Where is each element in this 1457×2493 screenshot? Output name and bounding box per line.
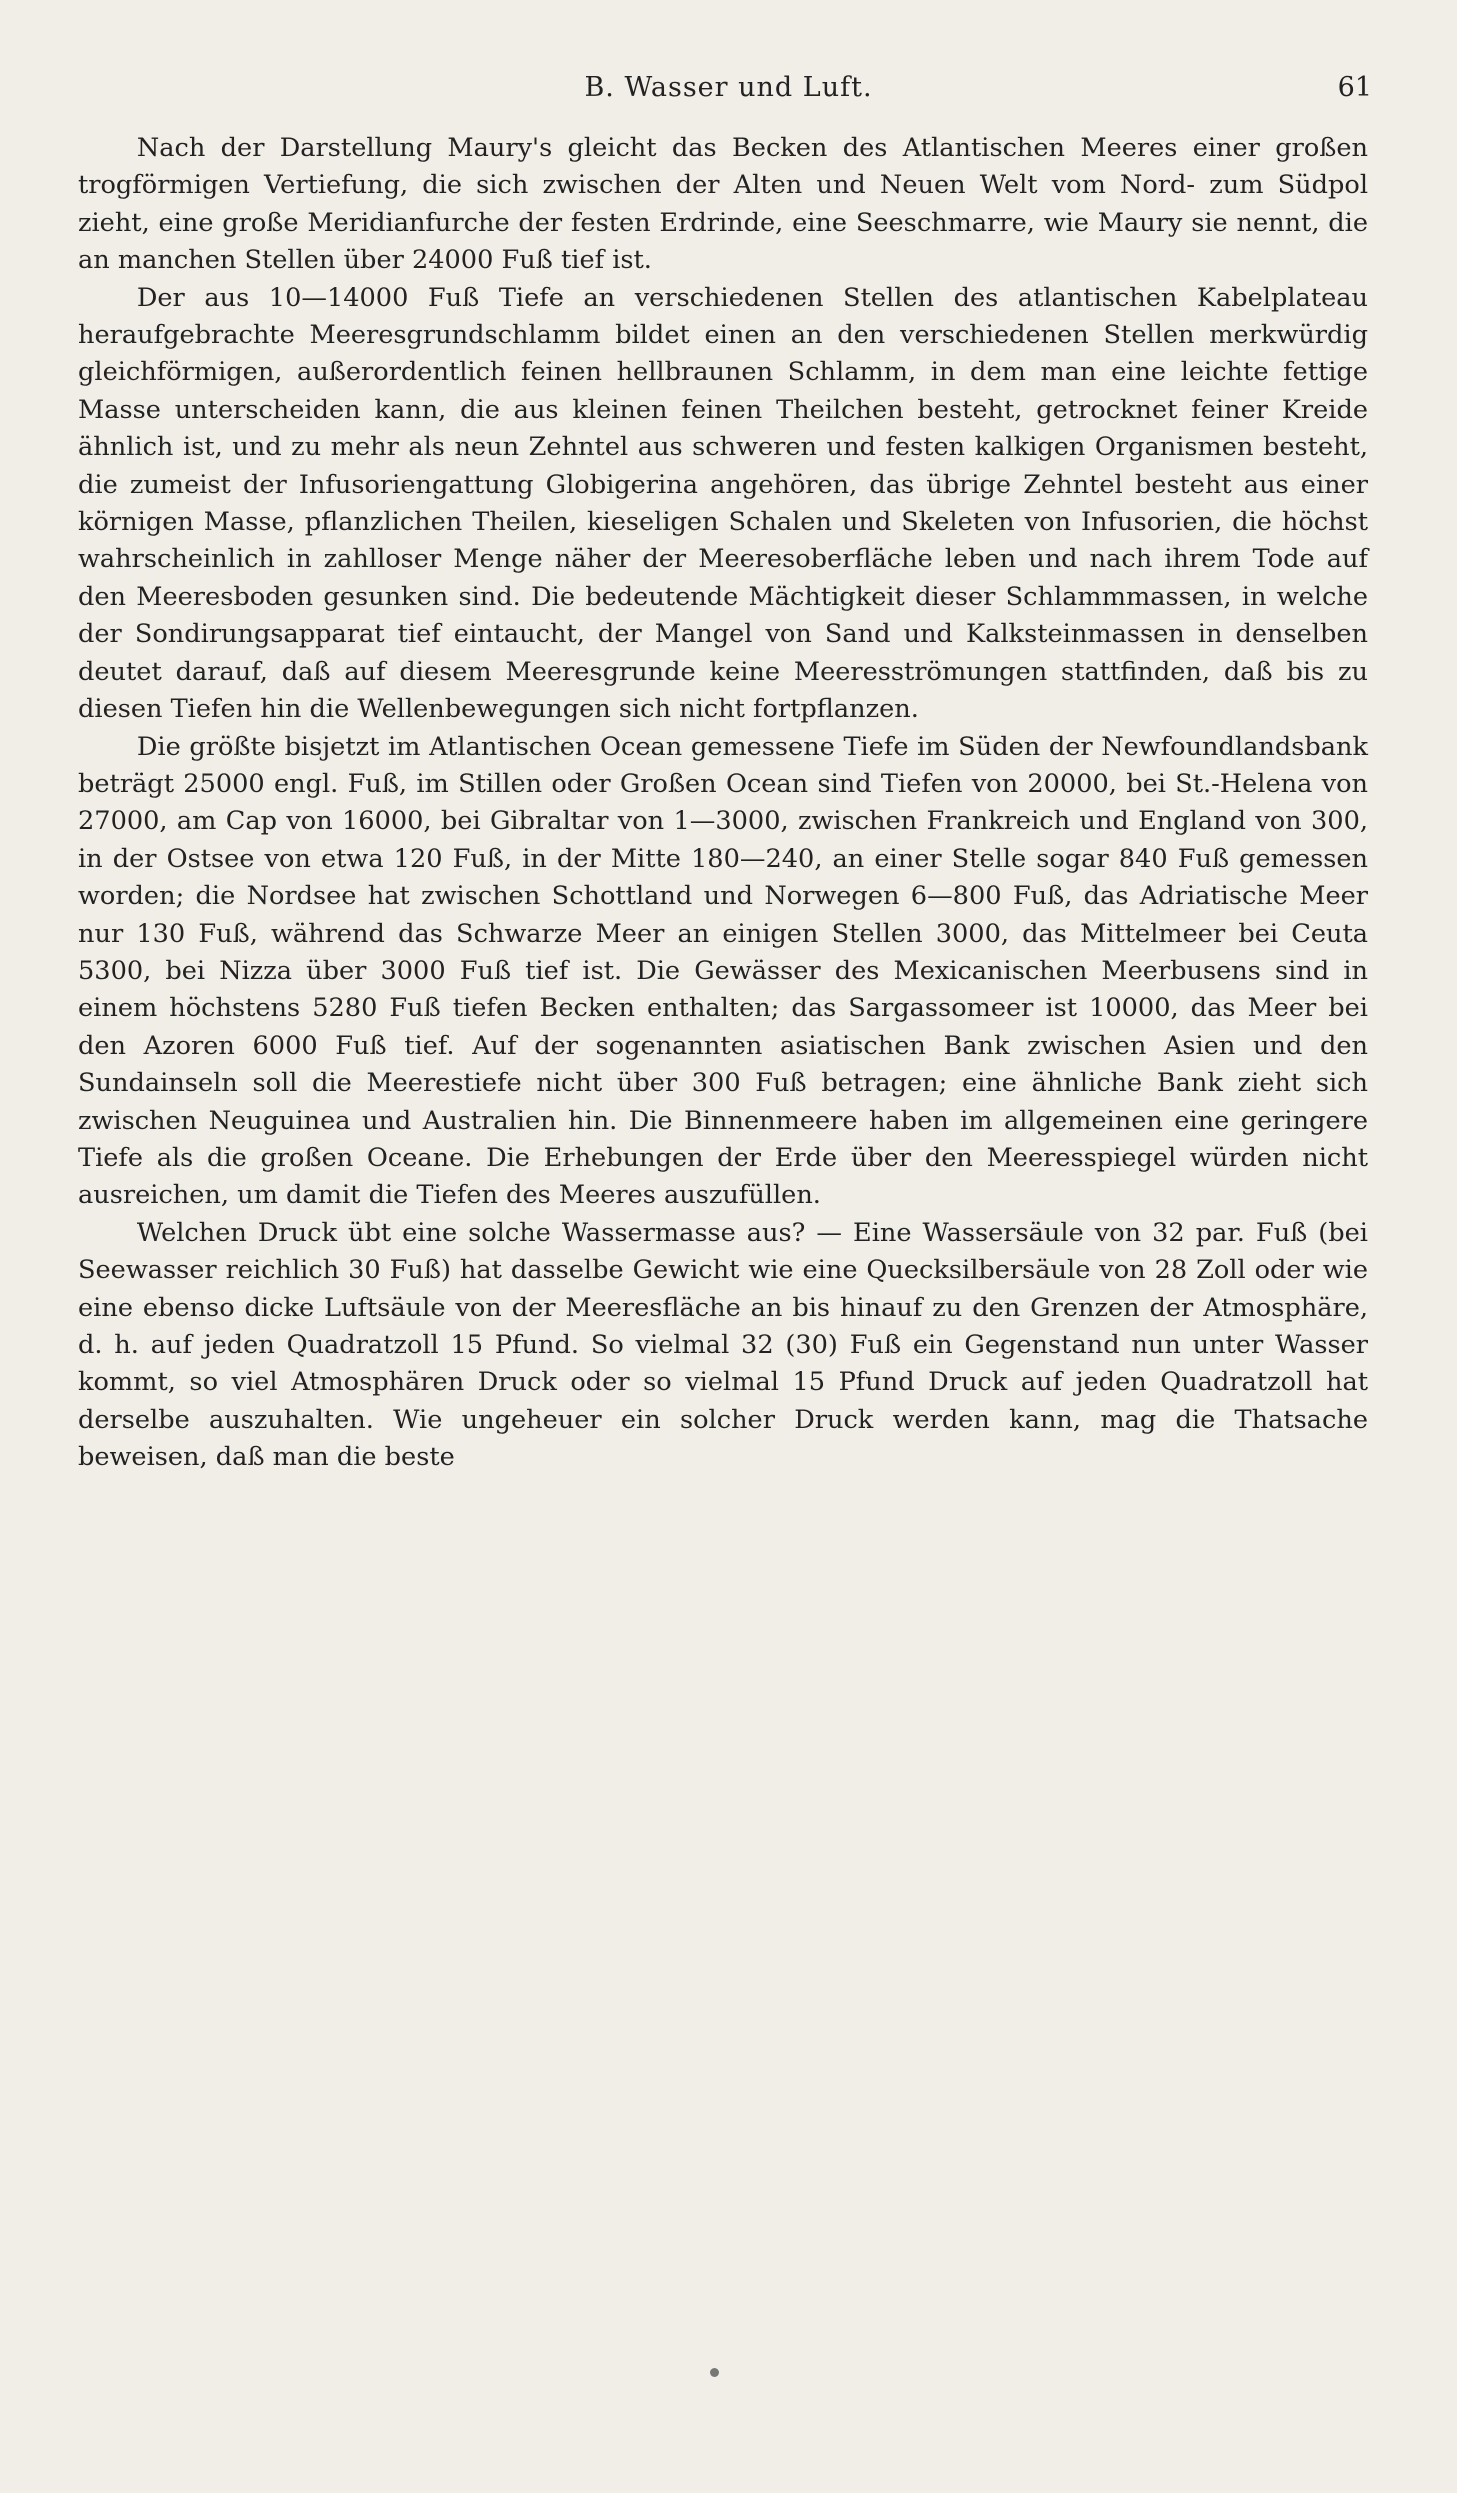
paragraph: Die größte bisjetzt im Atlantischen Ocean gemessene Tiefe im Süden der Newfoundlandsbank beträgt 25000 engl. Fuß, im Stillen oder Großen Ocean sind Tiefen von 20000, bei St.-Helena von 27000, am Cap von 16000, bei Gibraltar von 1—3000, zwischen Frankreich und England von 300, in der Ostsee von etwa 120 Fuß, in der Mitte 180—240, an einer Stelle sogar 840 Fuß gemessen worden; die Nordsee hat zwischen Schottland und Norwegen 6—800 Fuß, das Adriatische Meer nur 130 Fuß, während das Schwarze Meer an einigen Stellen 3000, das Mittelmeer bei Ceuta 5300, bei Nizza über 3000 Fuß tief ist. Die Gewässer des Mexicanischen Meerbusens sind in einem höchstens 5280 Fuß tiefen Becken enthalten; das Sargassomeer ist 10000, das Meer bei den Azoren 6000 Fuß tief. Auf der sogenannten asiatischen Bank zwischen Asien und den Sundainseln soll die Meerestiefe nicht über 300 Fuß betragen; eine ähnliche Bank zieht sich zwischen Neuguinea und Australien hin. Die Binnenmeere haben im allgemeinen eine geringere Tiefe als die großen Oceane. Die Erhebungen der Erde über den Meeresspiegel würden nicht ausreichen, um damit die Tiefen des Meeres auszufüllen. — [78, 731, 1368, 1211]
page-number: 61 — [1337, 72, 1372, 103]
paragraph: Der aus 10—14000 Fuß Tiefe an verschiedenen Stellen des atlantischen Kabelplateau heraufgebrachte Meeresgrundschlamm bildet einen an den verschiedenen Stellen merkwürdig gleichförmigen, außerordentlich feinen hellbraunen Schlamm, in dem man eine leichte fettige Masse unterscheiden kann, die aus kleinen feinen Theilchen besteht, getrocknet feiner Kreide ähnlich ist, und zu mehr als neun Zehntel aus schweren und festen kalkigen Organismen besteht, die zumeist der Infusoriengattung Globigerina angehören, das übrige Zehntel besteht aus einer körnigen Masse, pflanzlichen Theilen, kieseligen Schalen und Skeleten von Infusorien, die höchst wahrscheinlich in zahlloser Menge näher der Meeresoberfläche leben und nach ihrem Tode auf den Meeresboden gesunken sind. Die bedeutende Mächtigkeit dieser Schlammmassen, in welche der Sondirungsapparat tief eintaucht, der Mangel von Sand und Kalksteinmassen in denselben deutet darauf, daß auf diesem Meeresgrunde keine Meeresströmungen stattfinden, daß bis zu diesen Tiefen hin die Wellenbewegungen sich nicht fortpflanzen. — [78, 282, 1368, 725]
body-text — [78, 130, 1368, 1477]
paragraph: Nach der Darstellung Maury's gleicht das Becken des Atlantischen Meeres einer großen trogförmigen Vertiefung, die sich zwischen der Alten und Neuen Welt vom Nord- zum Südpol zieht, eine große Meridianfurche der festen Erdrinde, eine Seeschmarre, wie Maury sie nennt, die an manchen Stellen über 24000 Fuß tief ist. — [78, 133, 1368, 276]
paragraph: Welchen Druck übt eine solche Wassermasse aus? — Eine Wassersäule von 32 par. Fuß (bei Seewasser reichlich 30 Fuß) hat dasselbe Gewicht wie eine Quecksilbersäule von 28 Zoll oder wie eine ebenso dicke Luftsäule von der Meeresfläche an bis hinauf zu den Grenzen der Atmosphäre, d. h. auf jeden Quadratzoll 15 Pfund. So vielmal 32 (30) Fuß ein Gegenstand nun unter Wasser kommt, so viel Atmosphären Druck oder so vielmal 15 Pfund Druck auf jeden Quadratzoll hat derselbe auszuhalten. Wie ungeheuer ein solcher Druck werden kann, mag die Thatsache beweisen, daß man die beste — [78, 1217, 1368, 1473]
ink-dot — [710, 2368, 719, 2377]
running-title: B. Wasser und Luft. — [584, 72, 873, 103]
running-head — [0, 72, 1457, 112]
